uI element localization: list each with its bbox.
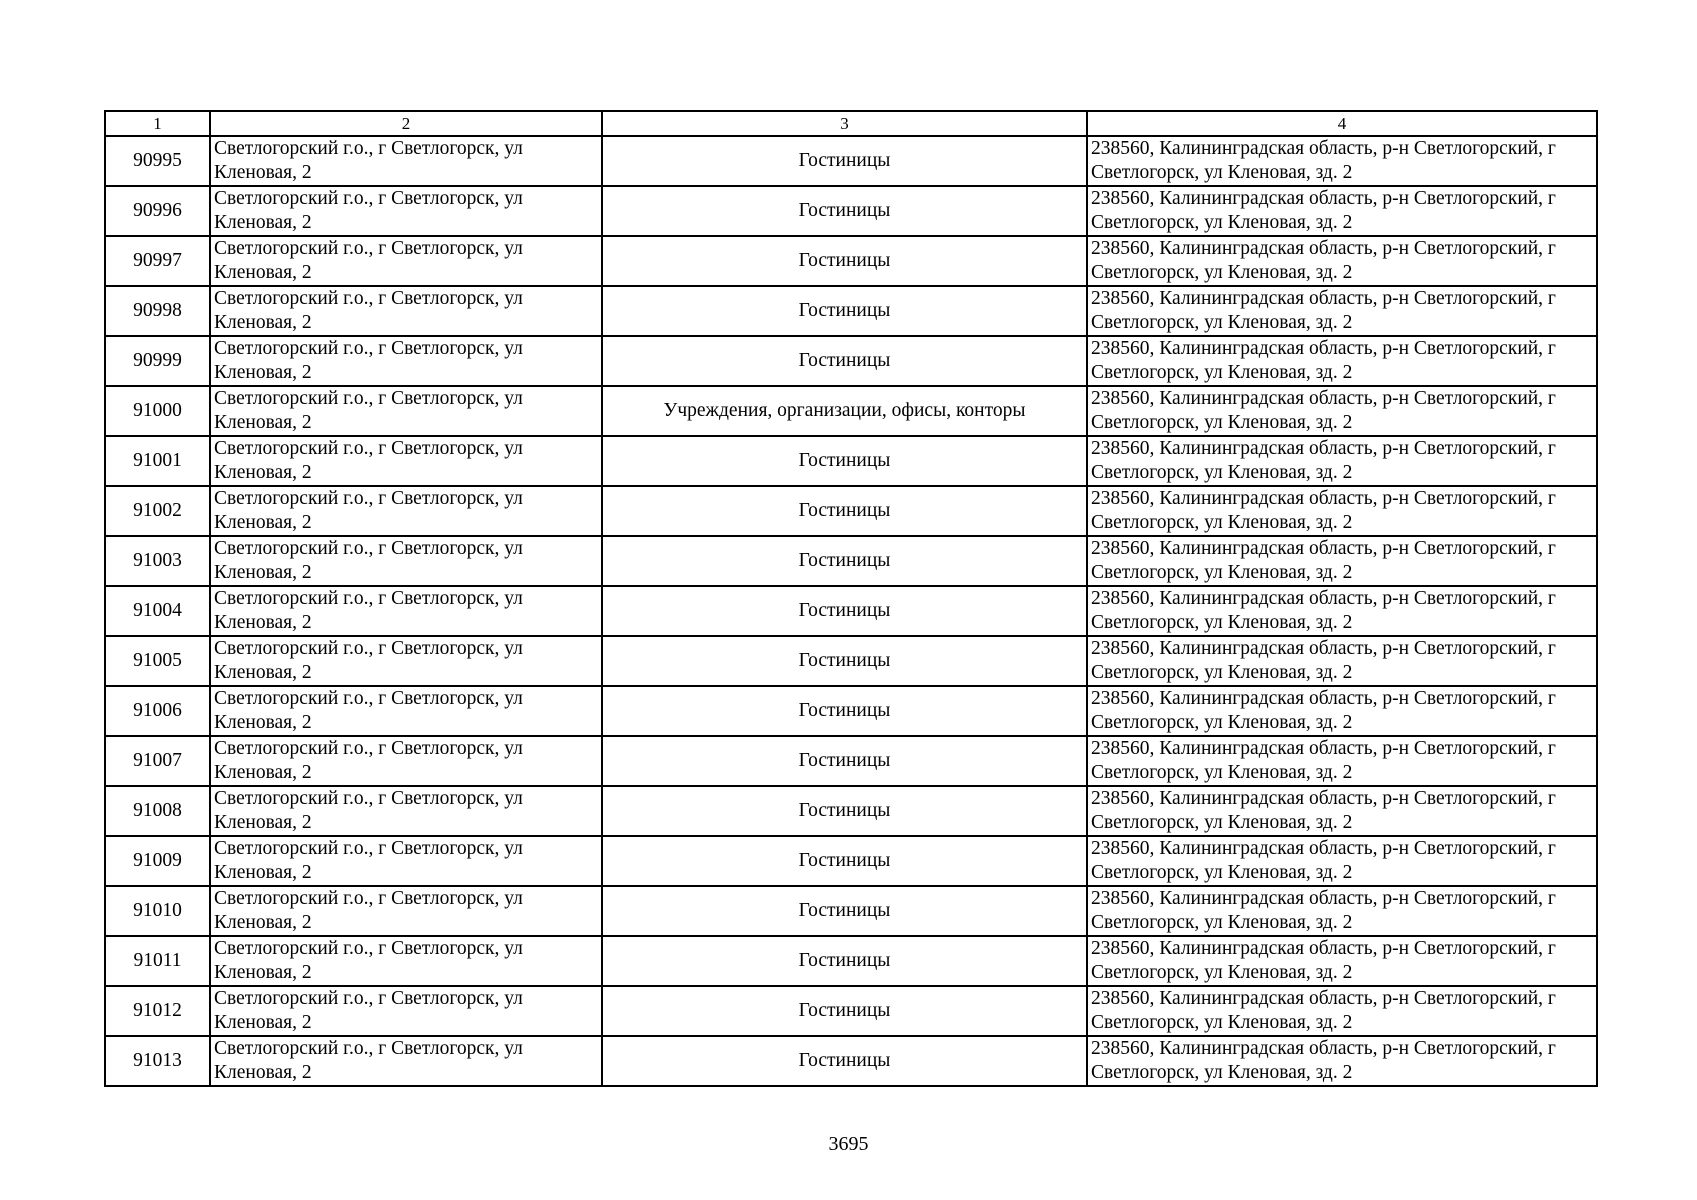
row-number-cell: 91000: [105, 386, 210, 436]
location-cell: Светлогорский г.о., г Светлогорск, ул Кленовая, 2: [210, 386, 602, 436]
column-header-2: 2: [210, 111, 602, 136]
location-cell: Светлогорский г.о., г Светлогорск, ул Кленовая, 2: [210, 886, 602, 936]
table-row: [105, 786, 1597, 836]
postal-address-cell: 238560, Калининградская область, р-н Светлогорский, г Светлогорск, ул Кленовая, зд. 2: [1087, 536, 1597, 586]
location-cell: Светлогорский г.о., г Светлогорск, ул Кленовая, 2: [210, 786, 602, 836]
postal-address-cell: 238560, Калининградская область, р-н Светлогорский, г Светлогорск, ул Кленовая, зд. 2: [1087, 236, 1597, 286]
object-type-cell: Гостиницы: [602, 186, 1087, 236]
object-type-cell: Гостиницы: [602, 886, 1087, 936]
postal-address-cell: 238560, Калининградская область, р-н Светлогорский, г Светлогорск, ул Кленовая, зд. 2: [1087, 136, 1597, 186]
row-number-cell: 91006: [105, 686, 210, 736]
location-cell: Светлогорский г.о., г Светлогорск, ул Кленовая, 2: [210, 336, 602, 386]
row-number-cell: 91010: [105, 886, 210, 936]
location-cell: Светлогорский г.о., г Светлогорск, ул Кленовая, 2: [210, 686, 602, 736]
table-row: [105, 186, 1597, 236]
row-number-cell: 90996: [105, 186, 210, 236]
table-row: [105, 586, 1597, 636]
object-type-cell: Гостиницы: [602, 936, 1087, 986]
location-cell: Светлогорский г.о., г Светлогорск, ул Кленовая, 2: [210, 986, 602, 1036]
row-number-cell: 91002: [105, 486, 210, 536]
location-cell: Светлогорский г.о., г Светлогорск, ул Кленовая, 2: [210, 236, 602, 286]
object-type-cell: Гостиницы: [602, 486, 1087, 536]
table-row: [105, 986, 1597, 1036]
location-cell: Светлогорский г.о., г Светлогорск, ул Кленовая, 2: [210, 286, 602, 336]
object-type-cell: Гостиницы: [602, 1036, 1087, 1086]
postal-address-cell: 238560, Калининградская область, р-н Светлогорский, г Светлогорск, ул Кленовая, зд. 2: [1087, 736, 1597, 786]
postal-address-cell: 238560, Калининградская область, р-н Светлогорский, г Светлогорск, ул Кленовая, зд. 2: [1087, 486, 1597, 536]
object-type-cell: Гостиницы: [602, 336, 1087, 386]
row-number-cell: 91003: [105, 536, 210, 586]
object-type-cell: Гостиницы: [602, 536, 1087, 586]
object-type-cell: Гостиницы: [602, 636, 1087, 686]
postal-address-cell: 238560, Калининградская область, р-н Светлогорский, г Светлогорск, ул Кленовая, зд. 2: [1087, 786, 1597, 836]
postal-address-cell: 238560, Калининградская область, р-н Светлогорский, г Светлогорск, ул Кленовая, зд. 2: [1087, 286, 1597, 336]
postal-address-cell: 238560, Калининградская область, р-н Светлогорский, г Светлогорск, ул Кленовая, зд. 2: [1087, 936, 1597, 986]
table-row: [105, 636, 1597, 686]
table-row: [105, 136, 1597, 186]
row-number-cell: 90998: [105, 286, 210, 336]
location-cell: Светлогорский г.о., г Светлогорск, ул Кленовая, 2: [210, 436, 602, 486]
table-row: [105, 1036, 1597, 1086]
row-number-cell: 91004: [105, 586, 210, 636]
object-type-cell: Гостиницы: [602, 736, 1087, 786]
registry-table: [104, 110, 1598, 1087]
column-header-4: 4: [1087, 111, 1597, 136]
location-cell: Светлогорский г.о., г Светлогорск, ул Кленовая, 2: [210, 586, 602, 636]
object-type-cell: Гостиницы: [602, 586, 1087, 636]
location-cell: Светлогорский г.о., г Светлогорск, ул Кленовая, 2: [210, 536, 602, 586]
location-cell: Светлогорский г.о., г Светлогорск, ул Кленовая, 2: [210, 486, 602, 536]
table-row: [105, 536, 1597, 586]
row-number-cell: 91012: [105, 986, 210, 1036]
row-number-cell: 90995: [105, 136, 210, 186]
object-type-cell: Гостиницы: [602, 786, 1087, 836]
postal-address-cell: 238560, Калининградская область, р-н Светлогорский, г Светлогорск, ул Кленовая, зд. 2: [1087, 186, 1597, 236]
row-number-cell: 91008: [105, 786, 210, 836]
table-row: [105, 736, 1597, 786]
row-number-cell: 90997: [105, 236, 210, 286]
postal-address-cell: 238560, Калининградская область, р-н Светлогорский, г Светлогорск, ул Кленовая, зд. 2: [1087, 336, 1597, 386]
table-row: [105, 336, 1597, 386]
row-number-cell: 91011: [105, 936, 210, 986]
row-number-cell: 91007: [105, 736, 210, 786]
table-row: [105, 386, 1597, 436]
postal-address-cell: 238560, Калининградская область, р-н Светлогорский, г Светлогорск, ул Кленовая, зд. 2: [1087, 886, 1597, 936]
object-type-cell: Гостиницы: [602, 236, 1087, 286]
object-type-cell: Гостиницы: [602, 836, 1087, 886]
location-cell: Светлогорский г.о., г Светлогорск, ул Кленовая, 2: [210, 186, 602, 236]
table-row: [105, 686, 1597, 736]
object-type-cell: Гостиницы: [602, 686, 1087, 736]
postal-address-cell: 238560, Калининградская область, р-н Светлогорский, г Светлогорск, ул Кленовая, зд. 2: [1087, 836, 1597, 886]
postal-address-cell: 238560, Калининградская область, р-н Светлогорский, г Светлогорск, ул Кленовая, зд. 2: [1087, 436, 1597, 486]
table-row: [105, 886, 1597, 936]
table-row: [105, 286, 1597, 336]
object-type-cell: Гостиницы: [602, 436, 1087, 486]
row-number-cell: 91001: [105, 436, 210, 486]
row-number-cell: 91013: [105, 1036, 210, 1086]
postal-address-cell: 238560, Калининградская область, р-н Светлогорский, г Светлогорск, ул Кленовая, зд. 2: [1087, 686, 1597, 736]
page-number: 3695: [828, 1133, 869, 1155]
table-row: [105, 236, 1597, 286]
postal-address-cell: 238560, Калининградская область, р-н Светлогорский, г Светлогорск, ул Кленовая, зд. 2: [1087, 386, 1597, 436]
column-header-3: 3: [602, 111, 1087, 136]
postal-address-cell: 238560, Калининградская область, р-н Светлогорский, г Светлогорск, ул Кленовая, зд. 2: [1087, 986, 1597, 1036]
location-cell: Светлогорский г.о., г Светлогорск, ул Кленовая, 2: [210, 836, 602, 886]
location-cell: Светлогорский г.о., г Светлогорск, ул Кленовая, 2: [210, 1036, 602, 1086]
location-cell: Светлогорский г.о., г Светлогорск, ул Кленовая, 2: [210, 736, 602, 786]
header-row: [105, 111, 1597, 136]
column-header-1: 1: [105, 111, 210, 136]
table-row: [105, 936, 1597, 986]
row-number-cell: 91009: [105, 836, 210, 886]
table-row: [105, 436, 1597, 486]
table-header: [105, 111, 1597, 136]
row-number-cell: 90999: [105, 336, 210, 386]
row-number-cell: 91005: [105, 636, 210, 686]
object-type-cell: Гостиницы: [602, 136, 1087, 186]
object-type-cell: Гостиницы: [602, 286, 1087, 336]
table-row: [105, 836, 1597, 886]
table-body: [105, 136, 1597, 1086]
postal-address-cell: 238560, Калининградская область, р-н Светлогорский, г Светлогорск, ул Кленовая, зд. 2: [1087, 586, 1597, 636]
object-type-cell: Гостиницы: [602, 986, 1087, 1036]
postal-address-cell: 238560, Калининградская область, р-н Светлогорский, г Светлогорск, ул Кленовая, зд. 2: [1087, 1036, 1597, 1086]
postal-address-cell: 238560, Калининградская область, р-н Светлогорский, г Светлогорск, ул Кленовая, зд. 2: [1087, 636, 1597, 686]
location-cell: Светлогорский г.о., г Светлогорск, ул Кленовая, 2: [210, 636, 602, 686]
location-cell: Светлогорский г.о., г Светлогорск, ул Кленовая, 2: [210, 136, 602, 186]
table-row: [105, 486, 1597, 536]
location-cell: Светлогорский г.о., г Светлогорск, ул Кленовая, 2: [210, 936, 602, 986]
object-type-cell: Учреждения, организации, офисы, конторы: [602, 386, 1087, 436]
